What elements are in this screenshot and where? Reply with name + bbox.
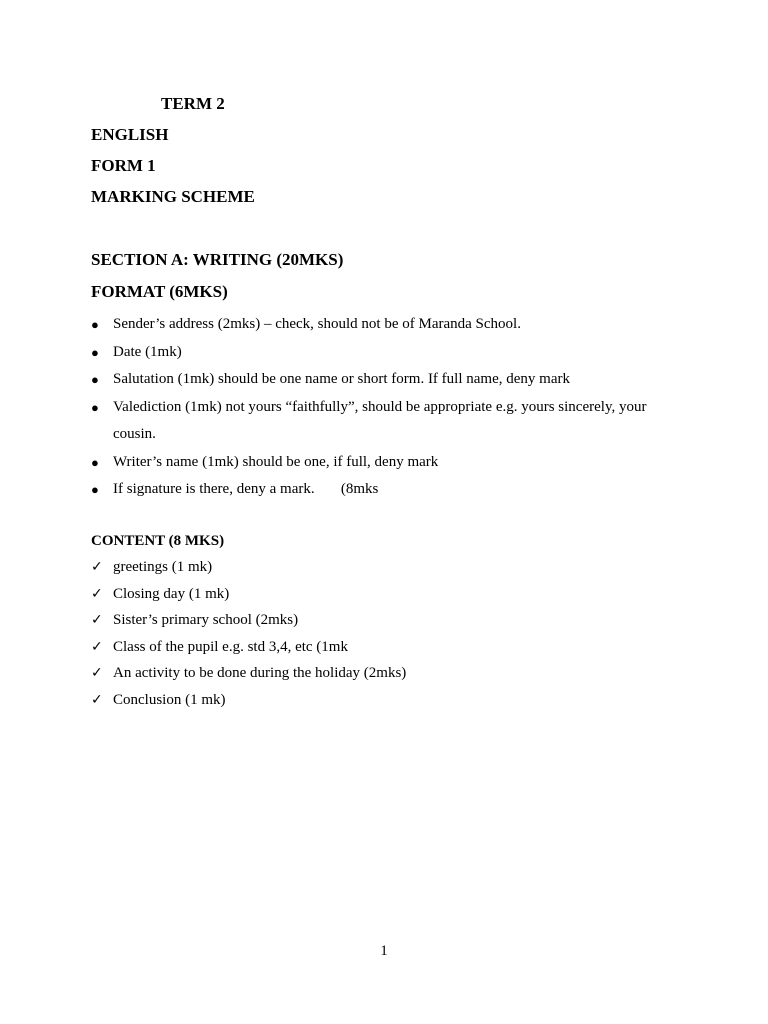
- list-item: [91, 449, 671, 477]
- list-item-text: Sister’s primary school (2mks): [113, 612, 299, 629]
- list-item: [91, 660, 671, 687]
- list-item: [91, 607, 671, 634]
- bullet-dot-icon: ●: [91, 344, 99, 360]
- list-item: [91, 687, 671, 714]
- list-item-text: Valediction (1mk) not yours “faithfully”, should be appropriate e.g. yours sincerely, your cousin.: [113, 398, 647, 442]
- bullet-dot-icon: ●: [91, 372, 99, 387]
- format-title: FORMAT (6MKS): [91, 282, 228, 301]
- list-item-text: Sender’s address (2mks) – check, should not be of Maranda School.: [113, 316, 521, 332]
- bullet-dot-icon: ●: [91, 454, 99, 470]
- bullet-dot-icon: ●: [91, 399, 99, 415]
- list-item-text: Salutation (1mk) should be one name or short form. If full name, deny mark: [113, 371, 570, 387]
- checkmark-icon: ✓: [91, 585, 103, 602]
- list-item-text: If signature is there, deny a mark. (8mks: [113, 481, 379, 497]
- list-item: [91, 554, 671, 581]
- term-heading: TERM 2: [161, 94, 225, 113]
- checkmark-icon: ✓: [91, 638, 103, 655]
- form-heading: FORM 1: [91, 156, 156, 175]
- subject-heading: ENGLISH: [91, 125, 169, 144]
- list-item-text: Date (1mk): [113, 343, 182, 360]
- list-item: [91, 476, 671, 504]
- list-item-text: Conclusion (1 mk): [113, 691, 226, 708]
- list-item: [91, 366, 671, 394]
- list-item: [91, 339, 671, 367]
- doc-type-heading: MARKING SCHEME: [91, 187, 255, 206]
- bullet-dot-icon: ●: [91, 482, 99, 497]
- section-a-title: SECTION A: WRITING (20MKS): [91, 250, 344, 269]
- checkmark-icon: ✓: [91, 691, 103, 708]
- list-item: [91, 634, 671, 661]
- list-item-text: An activity to be done during the holiday (2mks): [113, 665, 407, 682]
- list-item: [91, 394, 671, 449]
- content-list: [91, 554, 671, 714]
- checkmark-icon: ✓: [91, 612, 103, 629]
- format-list: [91, 311, 671, 504]
- page-number: 1: [380, 943, 388, 959]
- list-item: [91, 311, 671, 339]
- bullet-dot-icon: ●: [91, 317, 99, 332]
- checkmark-icon: ✓: [91, 559, 103, 575]
- list-item-text: Closing day (1 mk): [113, 585, 230, 602]
- list-item: [91, 581, 671, 608]
- list-item-text: Class of the pupil e.g. std 3,4, etc (1mk: [113, 638, 348, 655]
- list-item-text: Writer’s name (1mk) should be one, if full, deny mark: [113, 453, 439, 470]
- checkmark-icon: ✓: [91, 665, 103, 682]
- content-title: CONTENT (8 MKS): [91, 533, 225, 549]
- list-item-text: greetings (1 mk): [113, 559, 213, 575]
